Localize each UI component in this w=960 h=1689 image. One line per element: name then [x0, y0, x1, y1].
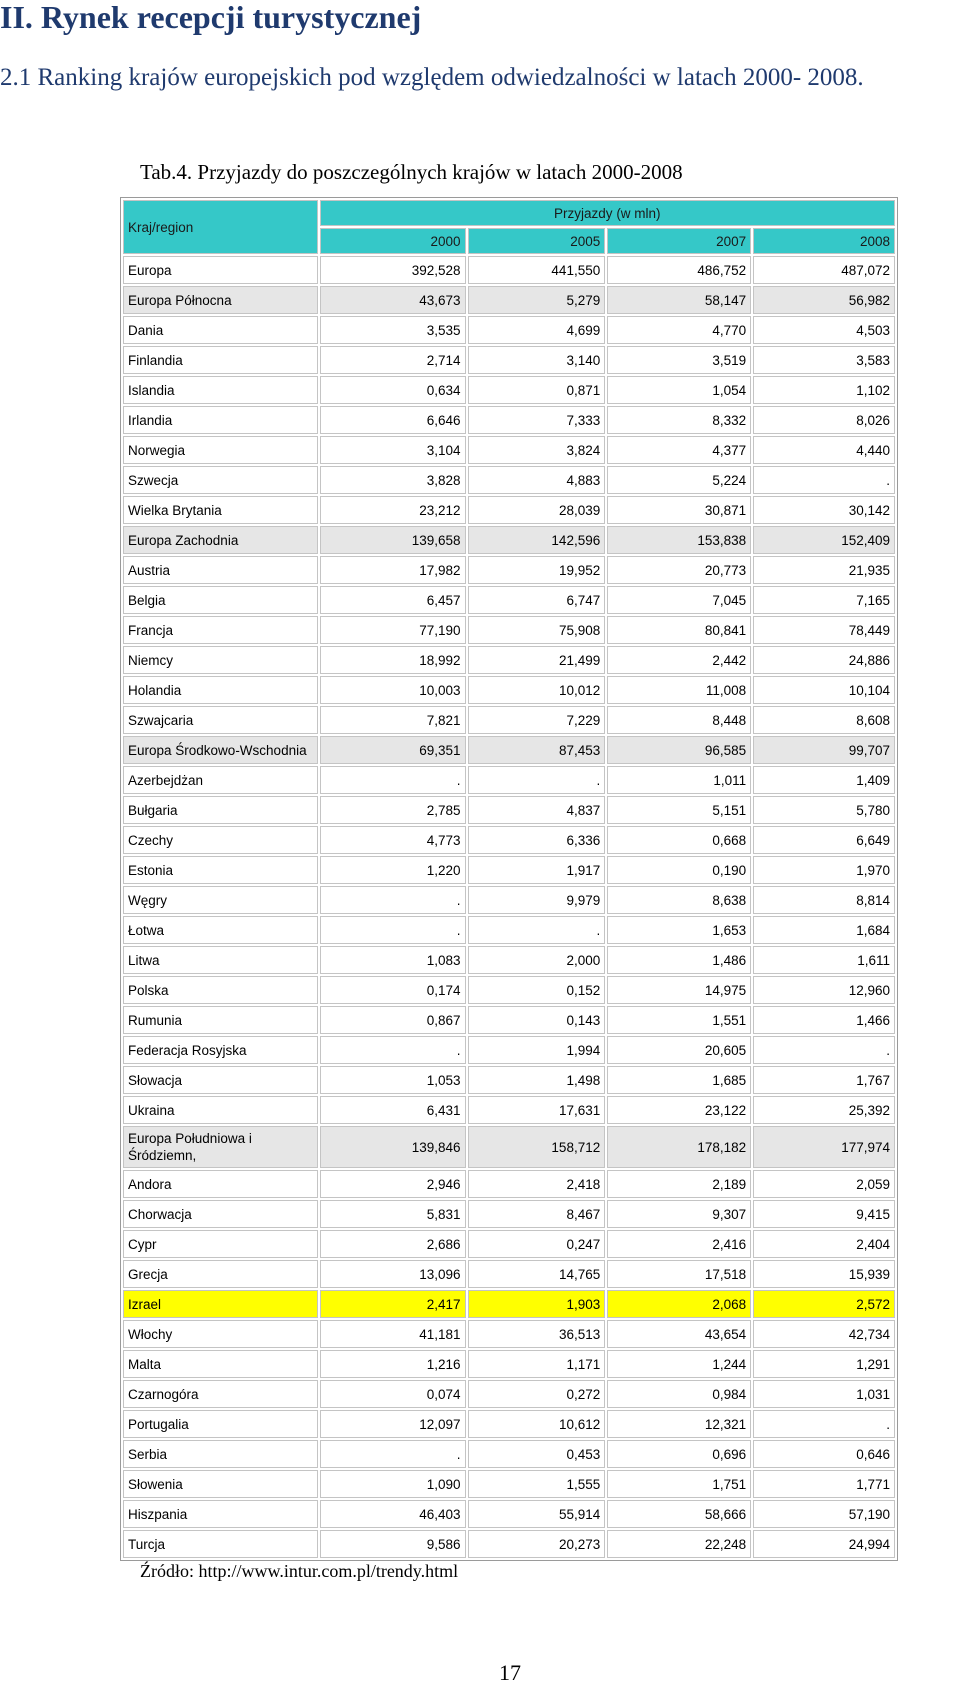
- cell-value: 20,273: [468, 1530, 606, 1558]
- cell-value: 1,653: [607, 916, 751, 944]
- table-row: [123, 1320, 895, 1348]
- row-label: Włochy: [123, 1320, 318, 1348]
- page-number: 17: [499, 1660, 521, 1685]
- cell-value: 486,752: [607, 256, 751, 284]
- cell-value: 1,771: [753, 1470, 895, 1498]
- cell-value: 7,045: [607, 586, 751, 614]
- table-row: [123, 406, 895, 434]
- row-label: Portugalia: [123, 1410, 318, 1438]
- cell-value: 6,431: [320, 1096, 466, 1124]
- cell-value: 20,773: [607, 556, 751, 584]
- cell-value: 1,216: [320, 1350, 466, 1378]
- cell-value: 4,699: [468, 316, 606, 344]
- cell-value: 8,026: [753, 406, 895, 434]
- table-row: [123, 796, 895, 824]
- row-label: Holandia: [123, 676, 318, 704]
- table-row: [123, 1380, 895, 1408]
- cell-value: 1,611: [753, 946, 895, 974]
- cell-value: 8,638: [607, 886, 751, 914]
- table-row: [123, 766, 895, 794]
- cell-value: .: [320, 886, 466, 914]
- row-label: Łotwa: [123, 916, 318, 944]
- cell-value: 10,104: [753, 676, 895, 704]
- cell-value: 55,914: [468, 1500, 606, 1528]
- table-row: [123, 886, 895, 914]
- cell-value: 13,096: [320, 1260, 466, 1288]
- table-row: [123, 1230, 895, 1258]
- cell-value: 43,673: [320, 286, 466, 314]
- cell-value: 12,960: [753, 976, 895, 1004]
- cell-value: 1,555: [468, 1470, 606, 1498]
- cell-value: 1,054: [607, 376, 751, 404]
- cell-value: 0,984: [607, 1380, 751, 1408]
- row-label: Azerbejdżan: [123, 766, 318, 794]
- row-label: Litwa: [123, 946, 318, 974]
- table-row: [123, 1260, 895, 1288]
- row-label: Niemcy: [123, 646, 318, 674]
- arrivals-table: [120, 197, 898, 1561]
- cell-value: 0,453: [468, 1440, 606, 1468]
- cell-value: 0,634: [320, 376, 466, 404]
- cell-value: 21,935: [753, 556, 895, 584]
- cell-value: 139,846: [320, 1126, 466, 1168]
- table-row: [123, 556, 895, 584]
- row-label: Europa: [123, 256, 318, 284]
- table-row: [123, 1066, 895, 1094]
- cell-value: 0,247: [468, 1230, 606, 1258]
- cell-value: 17,982: [320, 556, 466, 584]
- cell-value: 21,499: [468, 646, 606, 674]
- cell-value: 25,392: [753, 1096, 895, 1124]
- cell-value: 1,684: [753, 916, 895, 944]
- cell-value: 1,053: [320, 1066, 466, 1094]
- row-label: Chorwacja: [123, 1200, 318, 1228]
- cell-value: 2,442: [607, 646, 751, 674]
- cell-value: 19,952: [468, 556, 606, 584]
- table-row: [123, 346, 895, 374]
- cell-value: 4,773: [320, 826, 466, 854]
- row-label: Węgry: [123, 886, 318, 914]
- cell-value: 1,498: [468, 1066, 606, 1094]
- table-row: [123, 1200, 895, 1228]
- row-label: Cypr: [123, 1230, 318, 1258]
- cell-value: .: [320, 766, 466, 794]
- page-heading: II. Rynek recepcji turystycznej: [0, 0, 422, 35]
- cell-value: 2,417: [320, 1290, 466, 1318]
- cell-value: 5,224: [607, 466, 751, 494]
- table-row: [123, 1500, 895, 1528]
- cell-value: 4,503: [753, 316, 895, 344]
- row-label: Słowacja: [123, 1066, 318, 1094]
- row-label: Austria: [123, 556, 318, 584]
- row-label: Francja: [123, 616, 318, 644]
- table-row: [123, 586, 895, 614]
- cell-value: 2,404: [753, 1230, 895, 1258]
- cell-value: 12,321: [607, 1410, 751, 1438]
- cell-value: 7,229: [468, 706, 606, 734]
- cell-value: .: [468, 916, 606, 944]
- cell-value: 3,828: [320, 466, 466, 494]
- row-label: Grecja: [123, 1260, 318, 1288]
- table-row-subtotal: [123, 736, 895, 764]
- table-row: [123, 676, 895, 704]
- cell-value: 1,685: [607, 1066, 751, 1094]
- table-row: [123, 466, 895, 494]
- row-label: Finlandia: [123, 346, 318, 374]
- cell-value: 178,182: [607, 1126, 751, 1168]
- cell-value: 1,171: [468, 1350, 606, 1378]
- cell-value: 0,074: [320, 1380, 466, 1408]
- cell-value: 8,814: [753, 886, 895, 914]
- cell-value: 0,152: [468, 976, 606, 1004]
- cell-value: 87,453: [468, 736, 606, 764]
- cell-value: 17,631: [468, 1096, 606, 1124]
- cell-value: 9,415: [753, 1200, 895, 1228]
- cell-value: 42,734: [753, 1320, 895, 1348]
- table-row: [123, 496, 895, 524]
- cell-value: 10,012: [468, 676, 606, 704]
- cell-value: 0,646: [753, 1440, 895, 1468]
- table-row: [123, 1470, 895, 1498]
- row-label: Hiszpania: [123, 1500, 318, 1528]
- cell-value: 75,908: [468, 616, 606, 644]
- cell-value: 1,917: [468, 856, 606, 884]
- cell-value: 10,003: [320, 676, 466, 704]
- cell-value: 96,585: [607, 736, 751, 764]
- cell-value: 22,248: [607, 1530, 751, 1558]
- cell-value: 4,770: [607, 316, 751, 344]
- cell-value: 152,409: [753, 526, 895, 554]
- table-row: [123, 1036, 895, 1064]
- cell-value: 4,440: [753, 436, 895, 464]
- row-label: Szwecja: [123, 466, 318, 494]
- table-row: [123, 946, 895, 974]
- cell-value: 3,824: [468, 436, 606, 464]
- cell-value: 0,867: [320, 1006, 466, 1034]
- cell-value: 41,181: [320, 1320, 466, 1348]
- table-row: [123, 1410, 895, 1438]
- cell-value: 1,994: [468, 1036, 606, 1064]
- year-header: 2005: [468, 228, 606, 254]
- cell-value: 3,535: [320, 316, 466, 344]
- table-row: [123, 856, 895, 884]
- table-row: [123, 826, 895, 854]
- row-label: Polska: [123, 976, 318, 1004]
- table-row: [123, 256, 895, 284]
- cell-value: .: [753, 1410, 895, 1438]
- cell-value: 6,646: [320, 406, 466, 434]
- row-label: Islandia: [123, 376, 318, 404]
- table-row: [123, 706, 895, 734]
- cell-value: 9,979: [468, 886, 606, 914]
- cell-value: 8,467: [468, 1200, 606, 1228]
- cell-value: 0,668: [607, 826, 751, 854]
- year-header: 2007: [607, 228, 751, 254]
- table-row-highlighted: [123, 1290, 895, 1318]
- cell-value: 2,686: [320, 1230, 466, 1258]
- cell-value: 8,332: [607, 406, 751, 434]
- cell-value: 4,377: [607, 436, 751, 464]
- cell-value: 3,583: [753, 346, 895, 374]
- table-row-subtotal: [123, 286, 895, 314]
- cell-value: 58,147: [607, 286, 751, 314]
- cell-value: 2,572: [753, 1290, 895, 1318]
- cell-value: 0,143: [468, 1006, 606, 1034]
- cell-value: 99,707: [753, 736, 895, 764]
- cell-value: 1,011: [607, 766, 751, 794]
- cell-value: 2,068: [607, 1290, 751, 1318]
- row-label: Bułgaria: [123, 796, 318, 824]
- table-row: [123, 1350, 895, 1378]
- cell-value: 24,994: [753, 1530, 895, 1558]
- row-label: Europa Północna: [123, 286, 318, 314]
- cell-value: 18,992: [320, 646, 466, 674]
- cell-value: 1,031: [753, 1380, 895, 1408]
- cell-value: 23,212: [320, 496, 466, 524]
- cell-value: 177,974: [753, 1126, 895, 1168]
- row-label: Wielka Brytania: [123, 496, 318, 524]
- cell-value: 2,785: [320, 796, 466, 824]
- cell-value: 142,596: [468, 526, 606, 554]
- year-header: 2000: [320, 228, 466, 254]
- row-label: Federacja Rosyjska: [123, 1036, 318, 1064]
- cell-value: 10,612: [468, 1410, 606, 1438]
- cell-value: 0,190: [607, 856, 751, 884]
- cell-value: 6,649: [753, 826, 895, 854]
- row-label: Norwegia: [123, 436, 318, 464]
- cell-value: 1,486: [607, 946, 751, 974]
- region-column-header: Kraj/region: [123, 200, 318, 254]
- cell-value: 11,008: [607, 676, 751, 704]
- cell-value: 56,982: [753, 286, 895, 314]
- table-row: [123, 376, 895, 404]
- table-row: [123, 916, 895, 944]
- cell-value: 80,841: [607, 616, 751, 644]
- cell-value: 1,903: [468, 1290, 606, 1318]
- row-label: Turcja: [123, 1530, 318, 1558]
- cell-value: 30,871: [607, 496, 751, 524]
- source-note: Źródło: http://www.intur.com.pl/trendy.html: [140, 1561, 459, 1581]
- cell-value: 30,142: [753, 496, 895, 524]
- row-label: Estonia: [123, 856, 318, 884]
- cell-value: 1,244: [607, 1350, 751, 1378]
- cell-value: 2,059: [753, 1170, 895, 1198]
- cell-value: 7,821: [320, 706, 466, 734]
- table-row: [123, 436, 895, 464]
- cell-value: 158,712: [468, 1126, 606, 1168]
- row-label: Europa Środkowo-Wschodnia: [123, 736, 318, 764]
- row-label: Izrael: [123, 1290, 318, 1318]
- cell-value: 6,747: [468, 586, 606, 614]
- cell-value: 2,418: [468, 1170, 606, 1198]
- cell-value: 6,457: [320, 586, 466, 614]
- cell-value: .: [320, 1440, 466, 1468]
- cell-value: 20,605: [607, 1036, 751, 1064]
- row-label: Malta: [123, 1350, 318, 1378]
- cell-value: 28,039: [468, 496, 606, 524]
- cell-value: 7,165: [753, 586, 895, 614]
- cell-value: 3,519: [607, 346, 751, 374]
- table-header: [123, 200, 895, 254]
- cell-value: 1,220: [320, 856, 466, 884]
- cell-value: 441,550: [468, 256, 606, 284]
- cell-value: 14,765: [468, 1260, 606, 1288]
- cell-value: 57,190: [753, 1500, 895, 1528]
- row-label: Czechy: [123, 826, 318, 854]
- table-row: [123, 316, 895, 344]
- cell-value: .: [468, 766, 606, 794]
- table-body: [123, 256, 895, 1558]
- cell-value: 77,190: [320, 616, 466, 644]
- cell-value: 6,336: [468, 826, 606, 854]
- cell-value: 1,767: [753, 1066, 895, 1094]
- cell-value: .: [753, 1036, 895, 1064]
- cell-value: .: [320, 1036, 466, 1064]
- cell-value: 3,140: [468, 346, 606, 374]
- row-label: Szwajcaria: [123, 706, 318, 734]
- cell-value: 392,528: [320, 256, 466, 284]
- cell-value: 5,279: [468, 286, 606, 314]
- year-header: 2008: [753, 228, 895, 254]
- table-row: [123, 1096, 895, 1124]
- row-label: Belgia: [123, 586, 318, 614]
- cell-value: 2,946: [320, 1170, 466, 1198]
- row-label: Serbia: [123, 1440, 318, 1468]
- row-label: Dania: [123, 316, 318, 344]
- cell-value: 4,883: [468, 466, 606, 494]
- arrivals-group-header: Przyjazdy (w mln): [320, 200, 895, 226]
- row-label: Andora: [123, 1170, 318, 1198]
- cell-value: 4,837: [468, 796, 606, 824]
- table-row: [123, 1170, 895, 1198]
- cell-value: 7,333: [468, 406, 606, 434]
- cell-value: 3,104: [320, 436, 466, 464]
- cell-value: 487,072: [753, 256, 895, 284]
- row-label: Ukraina: [123, 1096, 318, 1124]
- cell-value: 58,666: [607, 1500, 751, 1528]
- cell-value: 9,586: [320, 1530, 466, 1558]
- table-row: [123, 1006, 895, 1034]
- cell-value: 8,608: [753, 706, 895, 734]
- table-row-subtotal: [123, 1126, 895, 1168]
- cell-value: 153,838: [607, 526, 751, 554]
- cell-value: 5,780: [753, 796, 895, 824]
- cell-value: 2,000: [468, 946, 606, 974]
- cell-value: 1,551: [607, 1006, 751, 1034]
- row-label: Słowenia: [123, 1470, 318, 1498]
- row-label: Irlandia: [123, 406, 318, 434]
- cell-value: 15,939: [753, 1260, 895, 1288]
- cell-value: 1,409: [753, 766, 895, 794]
- cell-value: 14,975: [607, 976, 751, 1004]
- table-caption: Tab.4. Przyjazdy do poszczególnych krajów w latach 2000-2008: [140, 160, 683, 184]
- table-row: [123, 616, 895, 644]
- cell-value: 69,351: [320, 736, 466, 764]
- row-label: Europa Południowa i Śródziemn,: [123, 1126, 318, 1168]
- cell-value: 24,886: [753, 646, 895, 674]
- cell-value: 43,654: [607, 1320, 751, 1348]
- cell-value: 9,307: [607, 1200, 751, 1228]
- cell-value: 1,466: [753, 1006, 895, 1034]
- section-subheading: 2.1 Ranking krajów europejskich pod względem odwiedzalności w latach 2000- 2008.: [0, 64, 864, 91]
- cell-value: 8,448: [607, 706, 751, 734]
- cell-value: .: [320, 916, 466, 944]
- cell-value: 5,831: [320, 1200, 466, 1228]
- row-label: Europa Zachodnia: [123, 526, 318, 554]
- cell-value: 0,696: [607, 1440, 751, 1468]
- cell-value: 12,097: [320, 1410, 466, 1438]
- cell-value: 23,122: [607, 1096, 751, 1124]
- cell-value: 78,449: [753, 616, 895, 644]
- row-label: Rumunia: [123, 1006, 318, 1034]
- cell-value: 5,151: [607, 796, 751, 824]
- cell-value: 2,714: [320, 346, 466, 374]
- cell-value: 1,291: [753, 1350, 895, 1378]
- cell-value: 0,174: [320, 976, 466, 1004]
- cell-value: 1,090: [320, 1470, 466, 1498]
- table-row: [123, 1530, 895, 1558]
- cell-value: 46,403: [320, 1500, 466, 1528]
- cell-value: 17,518: [607, 1260, 751, 1288]
- cell-value: 2,416: [607, 1230, 751, 1258]
- table-row: [123, 976, 895, 1004]
- cell-value: 139,658: [320, 526, 466, 554]
- table-row: [123, 646, 895, 674]
- cell-value: 1,102: [753, 376, 895, 404]
- cell-value: .: [753, 466, 895, 494]
- cell-value: 1,751: [607, 1470, 751, 1498]
- row-label: Czarnogóra: [123, 1380, 318, 1408]
- table-row: [123, 1440, 895, 1468]
- cell-value: 1,970: [753, 856, 895, 884]
- cell-value: 1,083: [320, 946, 466, 974]
- cell-value: 0,871: [468, 376, 606, 404]
- cell-value: 0,272: [468, 1380, 606, 1408]
- table-row-subtotal: [123, 526, 895, 554]
- cell-value: 2,189: [607, 1170, 751, 1198]
- cell-value: 36,513: [468, 1320, 606, 1348]
